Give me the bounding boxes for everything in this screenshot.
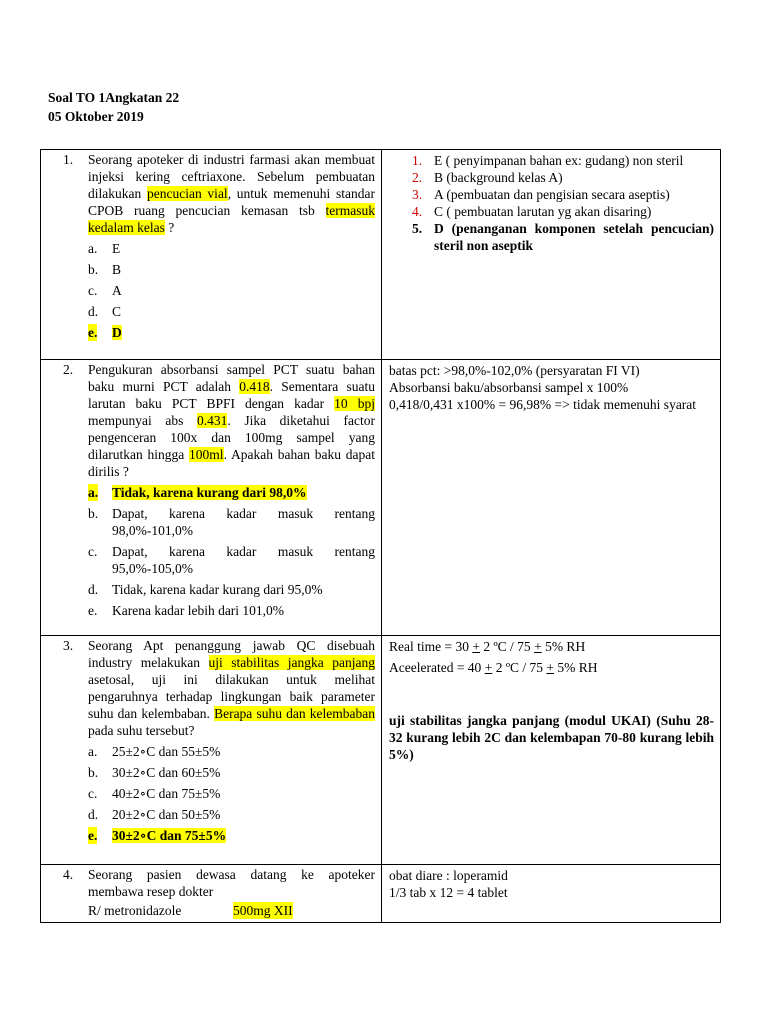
answer-line: 1/3 tab x 12 = 4 tablet: [389, 885, 508, 900]
highlight: pencucian vial: [146, 186, 228, 201]
prescription-drug: R/ metronidazole: [88, 903, 182, 918]
answer-item: 5. D (penanganan komponen setelah pencucian) steril non aseptik: [412, 221, 714, 253]
highlight: 100ml: [189, 447, 224, 462]
answer-cell: [382, 636, 721, 865]
document-date: 05 Oktober 2019: [48, 109, 144, 124]
option-item: d. Tidak, karena kadar kurang dari 95,0%: [88, 582, 323, 597]
highlight: 0.431: [196, 413, 228, 428]
options-list: [88, 743, 375, 844]
question-text: Pengukuran absorbansi sampel PCT suatu bahan baku murni PCT adalah 0.418. Sementara suatu larutan baku PCT BPFI dengan kadar 10 bpj mempunyai abs 0.431. Jika diketahui factor pengenceran 100x dan 100mg sampel yang dilarutkan hingga 100ml. Apakah bahan baku dapat dirilis ?: [88, 362, 376, 479]
option-item: b. B: [88, 262, 122, 277]
option-item: c. A: [88, 283, 122, 298]
question-number: 1.: [63, 152, 74, 167]
answer-line: Aceelerated = 40 + 2 ºC / 75 + 5% RH: [389, 660, 598, 675]
table-row: [41, 636, 721, 865]
prescription-line: [88, 902, 375, 919]
question-text: Seorang apoteker di industri farmasi akan membuat injeksi kering ceftriaxone. Sebelum pembuatan dilakukan pencucian vial, untuk memenuhi standar CPOB ruang pencucian kemasan tsb termasuk kedalam kelas ?: [88, 152, 375, 235]
question-number: 3.: [63, 638, 74, 653]
option-item: a. E: [88, 241, 121, 256]
option-item: a. 25±2∘C dan 55±5%: [88, 744, 221, 759]
answer-cell: [382, 865, 721, 923]
answer-item: 3. A (pembuatan dan pengisian secara aseptis): [412, 187, 670, 202]
question-text: Seorang pasien dewasa datang ke apoteker membawa resep dokter: [88, 867, 375, 899]
option-item: d. C: [88, 304, 122, 319]
document-title: Soal TO 1Angkatan 22: [48, 90, 180, 105]
prescription-dose: 500mg XII: [233, 903, 293, 918]
highlight: termasuk kedalam kelas: [88, 203, 375, 235]
table-row: [41, 360, 721, 636]
highlight: uji stabilitas jangka panjang: [208, 655, 375, 670]
options-list: [88, 240, 375, 341]
option-item: b. 30±2∘C dan 60±5%: [88, 765, 221, 780]
question-cell: [41, 865, 382, 923]
options-list: [88, 484, 375, 619]
answer-line: 0,418/0,431 x100% = 96,98% => tidak memenuhi syarat: [389, 397, 697, 412]
question-number: 4.: [63, 867, 74, 882]
option-item: c. 40±2∘C dan 75±5%: [88, 786, 221, 801]
option-item-correct: e. 30±2∘C dan 75±5%: [88, 828, 227, 843]
question-cell: [41, 360, 382, 636]
answer-item: 4. C ( pembuatan larutan yg akan disaring): [412, 204, 652, 219]
table-row: [41, 865, 721, 923]
answer-line: Absorbansi baku/absorbansi sampel x 100%: [389, 380, 629, 395]
option-item: b. Dapat, karena kadar masuk rentang 98,0%-101,0%: [88, 506, 375, 538]
answer-line: Real time = 30 + 2 ºC / 75 + 5% RH: [389, 639, 586, 654]
question-cell: [41, 636, 382, 865]
question-text: Seorang Apt penanggung jawab QC disebuah industry melakukan uji stabilitas jangka panjang asetosal, uji ini dilakukan untuk melihat pengaruhnya terhadap lingkungan baik parameter suhu dan kelembaban. Berapa suhu dan kelembaban pada suhu tersebut?: [88, 638, 375, 738]
answer-cell: [382, 150, 721, 360]
answer-item: 1. E ( penyimpanan bahan ex: gudang) non steril: [412, 153, 684, 168]
answer-list: [389, 152, 714, 254]
answer-cell: [382, 360, 721, 636]
question-cell: [41, 150, 382, 360]
answer-item: 2. B (background kelas A): [412, 170, 563, 185]
question-number: 2.: [63, 362, 74, 377]
highlight: 0.418: [239, 379, 270, 394]
document-header: [48, 88, 179, 126]
answer-line: obat diare : loperamid: [389, 868, 508, 883]
table-row: [41, 150, 721, 360]
question-table: [40, 149, 721, 923]
option-item: e. Karena kadar lebih dari 101,0%: [88, 603, 285, 618]
answer-line: batas pct: >98,0%-102,0% (persyaratan FI VI): [389, 363, 640, 378]
option-item-correct: a. Tidak, karena kurang dari 98,0%: [88, 485, 307, 500]
highlight: Berapa suhu dan kelembaban: [214, 706, 375, 721]
highlight: 10 bpj: [334, 396, 375, 411]
option-item: c. Dapat, karena kadar masuk rentang 95,0%-105,0%: [88, 544, 375, 576]
option-item: d. 20±2∘C dan 50±5%: [88, 807, 221, 822]
option-item-correct: e. D: [88, 325, 122, 340]
answer-note: uji stabilitas jangka panjang (modul UKAI) (Suhu 28-32 kurang lebih 2C dan kelembapan 70-80 kurang lebih 5%): [389, 713, 714, 762]
